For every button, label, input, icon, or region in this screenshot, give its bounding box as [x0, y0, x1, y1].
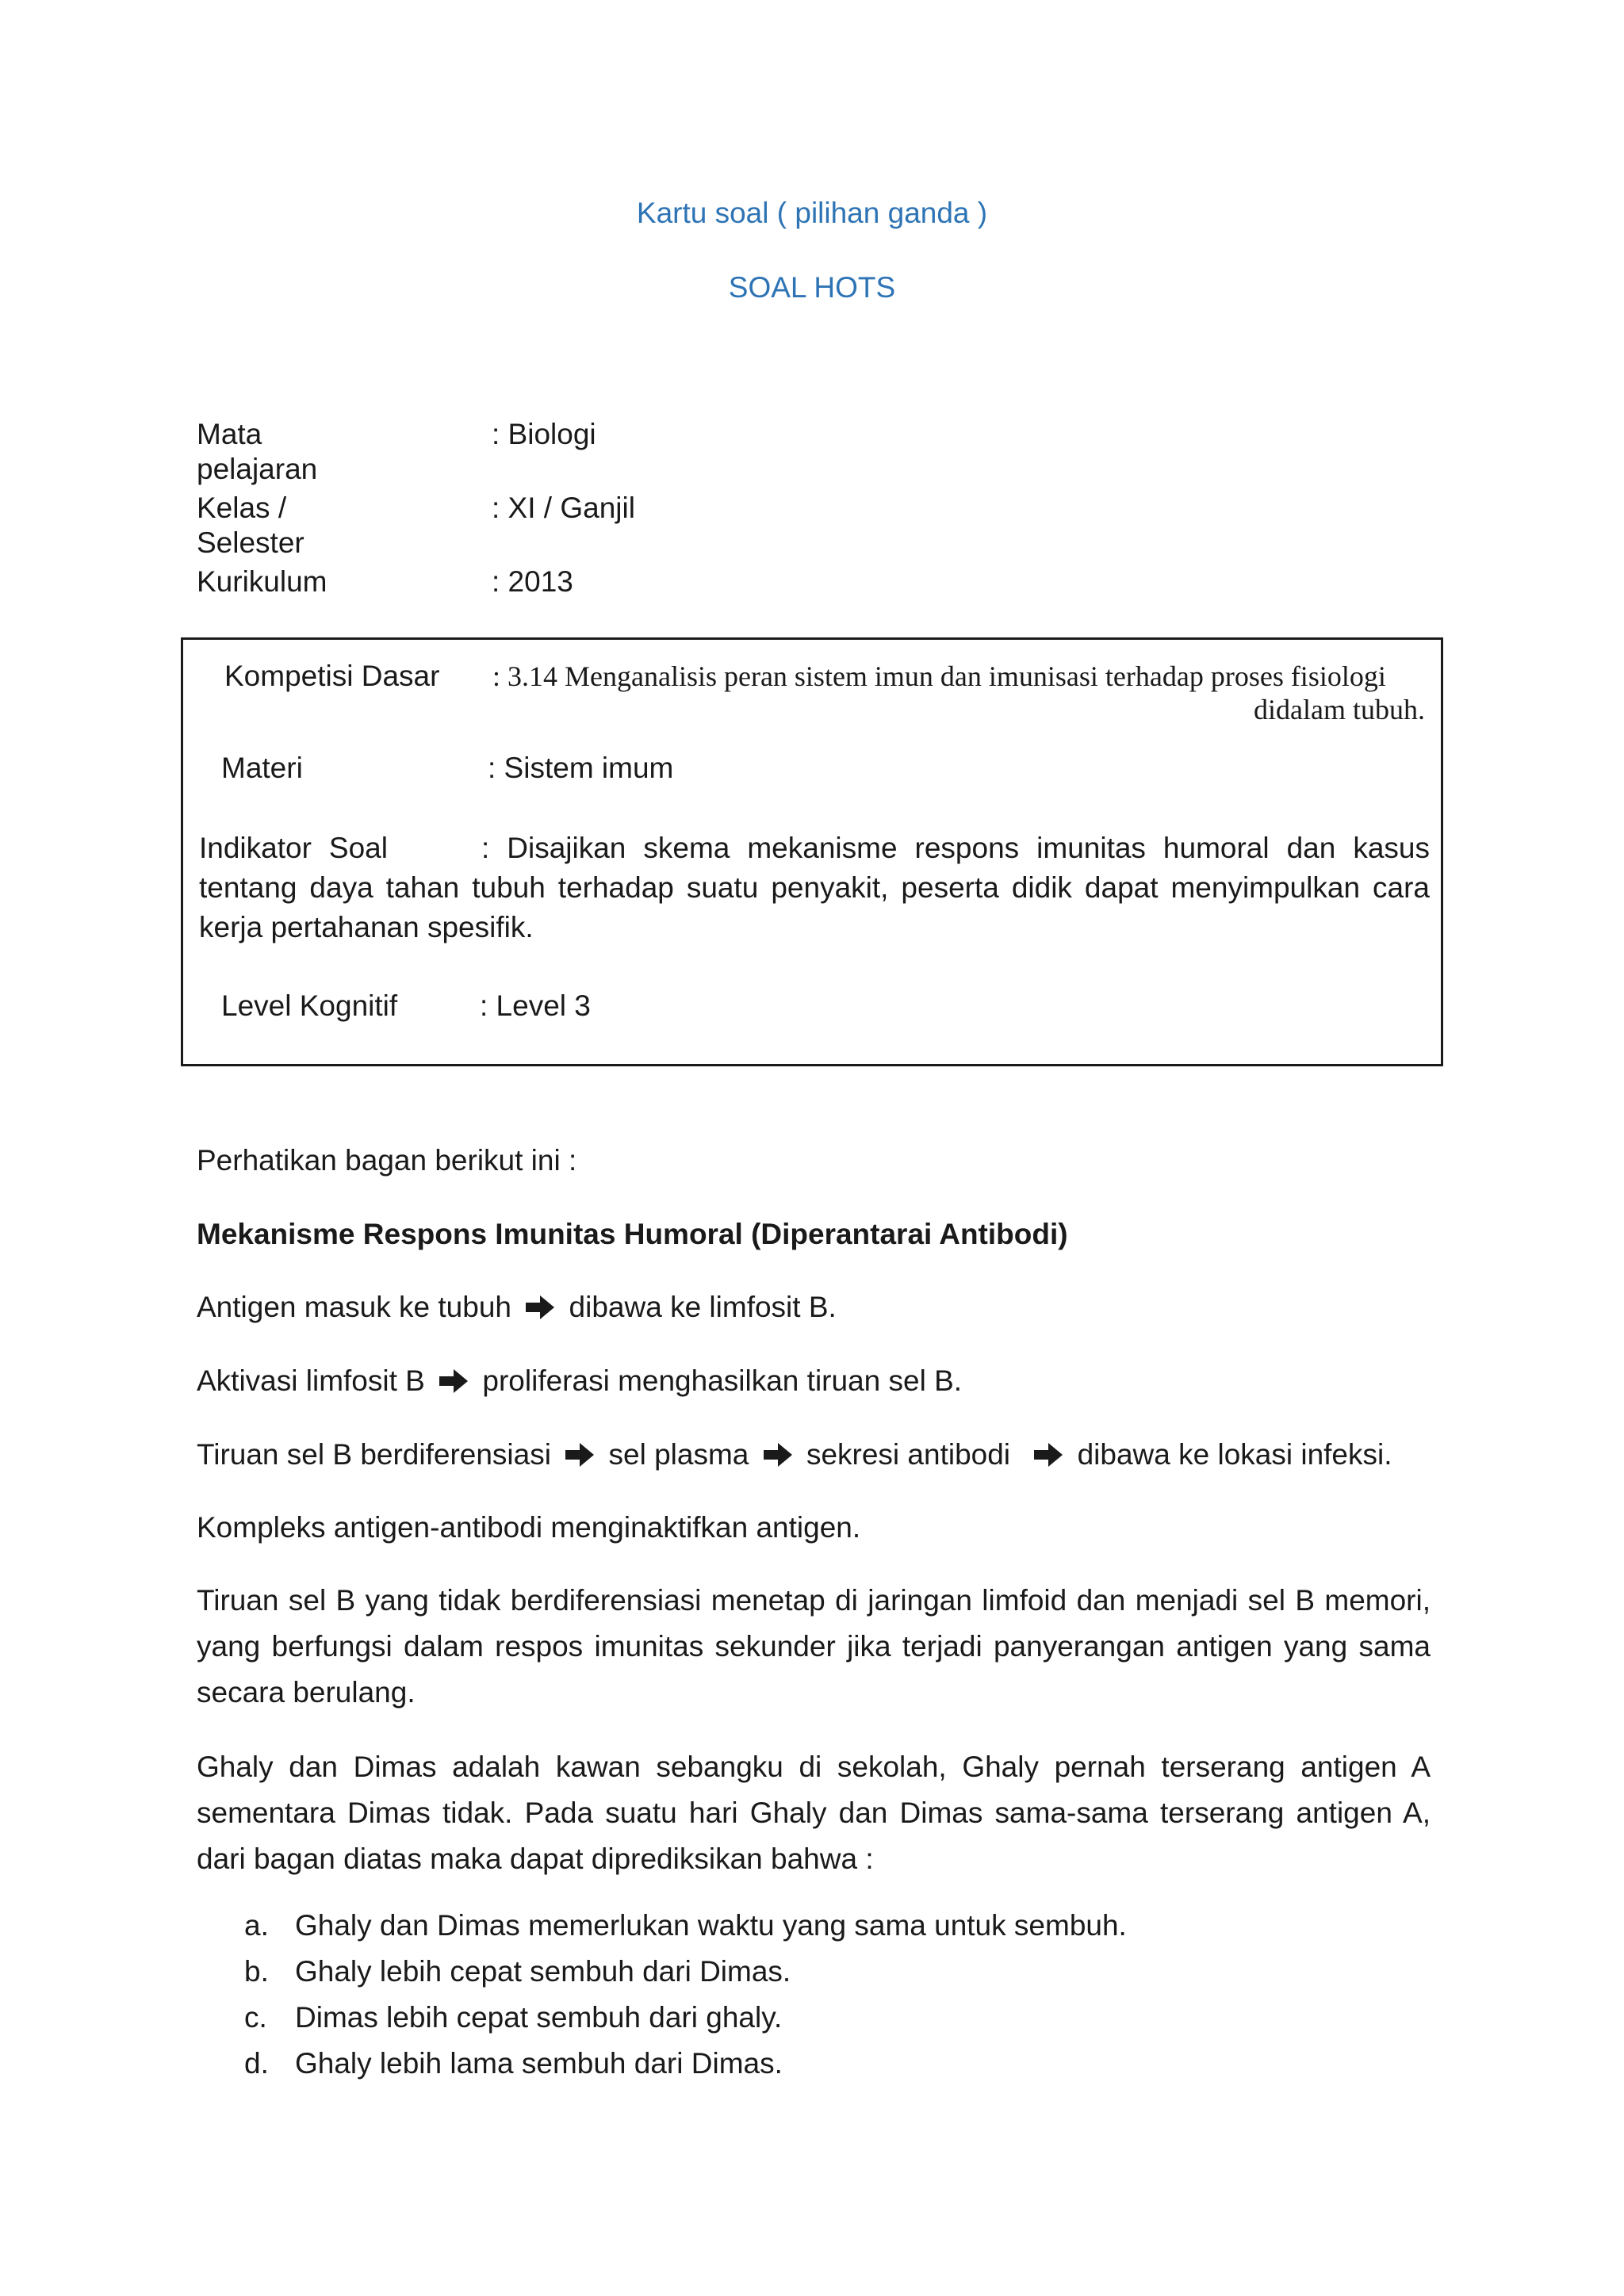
- document-subtitle: SOAL HOTS: [728, 271, 896, 304]
- kompetensi-value-line1: : 3.14 Menganalisis peran sistem imun dan imunisasi terhadap proses fisiologi: [492, 660, 1386, 692]
- indikator-label: Indikator Soal: [199, 832, 388, 864]
- step-text: sel plasma: [608, 1438, 749, 1471]
- option-letter: d.: [244, 2047, 269, 2080]
- level-label: Level Kognitif: [221, 989, 398, 1022]
- option-text: Ghaly lebih lama sembuh dari Dimas.: [295, 2047, 783, 2080]
- option-letter: c.: [244, 2001, 267, 2034]
- materi-label: Materi: [221, 752, 303, 784]
- question-paragraph: Ghaly dan Dimas adalah kawan sebangku di sekolah, Ghaly pernah terserang antigen A sementara Dimas tidak. Pada suatu hari Ghaly dan Dimas sama-sama terserang antigen A, dari bagan diatas maka dapat diprediksikan bahwa :: [197, 1751, 1431, 1875]
- step-text: dibawa ke limfosit B.: [569, 1291, 837, 1323]
- indikator-value: : Disajikan skema mekanisme respons imunitas humoral dan kasus tentang daya tahan tubuh terhadap suatu penyakit, peserta didik dapat menyimpulkan cara kerja pertahanan spesifik.: [199, 832, 1430, 943]
- step-text: Aktivasi limfosit B: [197, 1364, 425, 1397]
- info-value: : Biologi: [492, 418, 596, 450]
- competency-box: [181, 637, 1443, 1066]
- memory-paragraph: Tiruan sel B yang tidak berdiferensiasi menetap di jaringan limfoid dan menjadi sel B memori, yang berfungsi dalam respos imunitas sekunder jika terjadi panyerangan antigen yang sama secara berulang.: [197, 1584, 1431, 1709]
- level-value: : Level 3: [480, 989, 591, 1022]
- right-arrow-icon: [762, 1441, 794, 1468]
- step-text: dibawa ke lokasi infeksi.: [1077, 1438, 1392, 1471]
- step-3: [197, 1437, 1392, 1472]
- option-letter: a.: [244, 1909, 269, 1942]
- right-arrow-icon: [1032, 1441, 1064, 1468]
- info-value: : 2013: [492, 565, 573, 598]
- step-text: Tiruan sel B berdiferensiasi: [197, 1438, 551, 1471]
- right-arrow-icon: [524, 1294, 556, 1321]
- indikator-soal: [199, 828, 1430, 947]
- right-arrow-icon: [438, 1368, 469, 1395]
- step-text: Antigen masuk ke tubuh: [197, 1291, 511, 1323]
- option-letter: b.: [244, 1955, 269, 1988]
- option-text: Ghaly dan Dimas memerlukan waktu yang sama untuk sembuh.: [295, 1909, 1127, 1942]
- option-text: Dimas lebih cepat sembuh dari ghaly.: [295, 2001, 783, 2034]
- info-label: Mata pelajaran: [197, 418, 318, 485]
- kompetensi-value-line2: didalam tubuh.: [1254, 694, 1425, 725]
- materi-value: : Sistem imum: [488, 752, 674, 784]
- step-text: sekresi antibodi: [806, 1438, 1011, 1471]
- info-value: : XI / Ganjil: [492, 492, 635, 524]
- step-4: Kompleks antigen-antibodi menginaktifkan antigen.: [197, 1511, 861, 1544]
- option-text: Ghaly lebih cepat sembuh dari Dimas.: [295, 1955, 791, 1988]
- step-2: [197, 1364, 962, 1399]
- section-heading: Mekanisme Respons Imunitas Humoral (Diperantarai Antibodi): [197, 1218, 1068, 1250]
- kompetensi-label: Kompetisi Dasar: [224, 660, 440, 692]
- info-label: Kurikulum: [197, 565, 327, 598]
- info-label: Kelas / Selester: [197, 492, 304, 559]
- step-1: [197, 1290, 837, 1325]
- step-text: proliferasi menghasilkan tiruan sel B.: [482, 1364, 963, 1397]
- document-title: Kartu soal ( pilihan ganda ): [636, 197, 988, 229]
- intro-text: Perhatikan bagan berikut ini :: [197, 1144, 577, 1177]
- right-arrow-icon: [564, 1441, 596, 1468]
